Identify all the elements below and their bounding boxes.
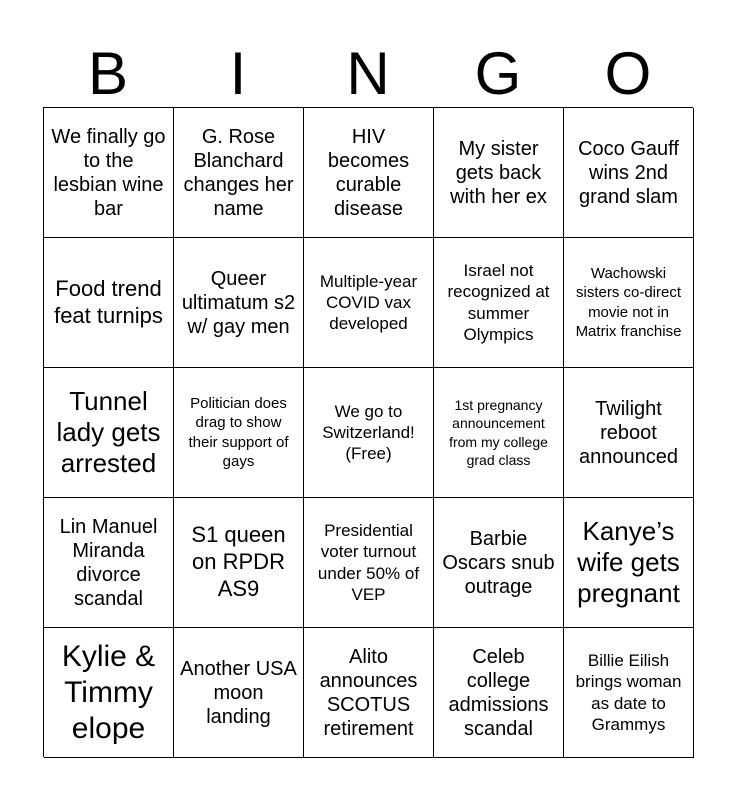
bingo-cell-r3c1[interactable] — [44, 368, 174, 498]
cell-text: Food trend feat turnips — [54, 275, 163, 328]
bingo-cell-r3c2[interactable] — [174, 368, 304, 498]
bingo-cell-r5c3[interactable] — [304, 628, 434, 758]
bingo-cell-r2c3[interactable] — [304, 238, 434, 368]
cell-text: Celeb college admissions scandal — [448, 645, 549, 740]
header-letter-g: G — [474, 40, 522, 107]
cell-text: S1 queen on RPDR AS9 — [191, 522, 286, 601]
bingo-cell-r2c2[interactable] — [174, 238, 304, 368]
cell-text: Lin Manuel Miranda divorce scandal — [59, 515, 158, 610]
cell-text: Queer ultimatum s2 w/ gay men — [181, 267, 296, 338]
cell-text: G. Rose Blanchard changes her name — [183, 125, 294, 220]
bingo-cell-r4c4[interactable] — [434, 498, 564, 628]
bingo-cell-r1c5[interactable] — [564, 108, 694, 238]
bingo-cell-r2c5[interactable] — [564, 238, 694, 368]
bingo-cell-r1c2[interactable] — [174, 108, 304, 238]
header-letter-b: B — [87, 40, 129, 107]
bingo-cell-r3c5[interactable] — [564, 368, 694, 498]
bingo-cell-r2c4[interactable] — [434, 238, 564, 368]
bingo-cell-r5c2[interactable] — [174, 628, 304, 758]
bingo-header — [43, 40, 693, 108]
bingo-cell-r4c1[interactable] — [44, 498, 174, 628]
cell-text: My sister gets back with her ex — [450, 137, 547, 208]
cell-text: Wachowski sisters co-direct movie not in Matrix franchise — [575, 264, 682, 340]
bingo-cell-r5c4[interactable] — [434, 628, 564, 758]
cell-text: Politician does drag to show their support of gays — [188, 394, 289, 470]
bingo-cell-r3c4[interactable] — [434, 368, 564, 498]
cell-text: Barbie Oscars snub outrage — [442, 527, 555, 598]
bingo-cell-r4c5[interactable] — [564, 498, 694, 628]
bingo-cell-r1c3[interactable] — [304, 108, 434, 238]
cell-text: Israel not recognized at summer Olympics — [447, 261, 550, 344]
cell-text: Tunnel lady gets arrested — [56, 385, 161, 479]
cell-text: Another USA moon landing — [180, 657, 297, 728]
cell-text: We finally go to the lesbian wine bar — [51, 125, 166, 220]
bingo-cell-r4c2[interactable] — [174, 498, 304, 628]
cell-text: Coco Gauff wins 2nd grand slam — [578, 137, 679, 208]
header-letter-i: I — [229, 40, 247, 107]
bingo-cell-r1c4[interactable] — [434, 108, 564, 238]
bingo-cell-r5c1[interactable] — [44, 628, 174, 758]
cell-text: We go to Switzerland! (Free) — [322, 401, 415, 464]
bingo-cell-r1c1[interactable] — [44, 108, 174, 238]
cell-text: Kylie & Timmy elope — [61, 639, 156, 745]
cell-text: Kanye’s wife gets pregnant — [577, 515, 680, 609]
header-letter-o: O — [604, 40, 652, 107]
bingo-board — [43, 107, 693, 757]
bingo-cell-r4c3[interactable] — [304, 498, 434, 628]
cell-text: Billie Eilish brings woman as date to Grammys — [575, 651, 682, 734]
cell-text: HIV becomes curable disease — [327, 125, 410, 220]
cell-text: Alito announces SCOTUS retirement — [319, 645, 418, 740]
bingo-cell-r2c1[interactable] — [44, 238, 174, 368]
bingo-cell-r5c5[interactable] — [564, 628, 694, 758]
cell-text: 1st pregnancy announcement from my college grad class — [449, 396, 548, 468]
bingo-cell-r3c3[interactable] — [304, 368, 434, 498]
cell-text: Presidential voter turnout under 50% of VEP — [317, 521, 420, 604]
cell-text: Twilight reboot announced — [579, 397, 678, 468]
cell-text: Multiple-year COVID vax developed — [319, 271, 418, 334]
header-letter-n: N — [346, 40, 390, 107]
